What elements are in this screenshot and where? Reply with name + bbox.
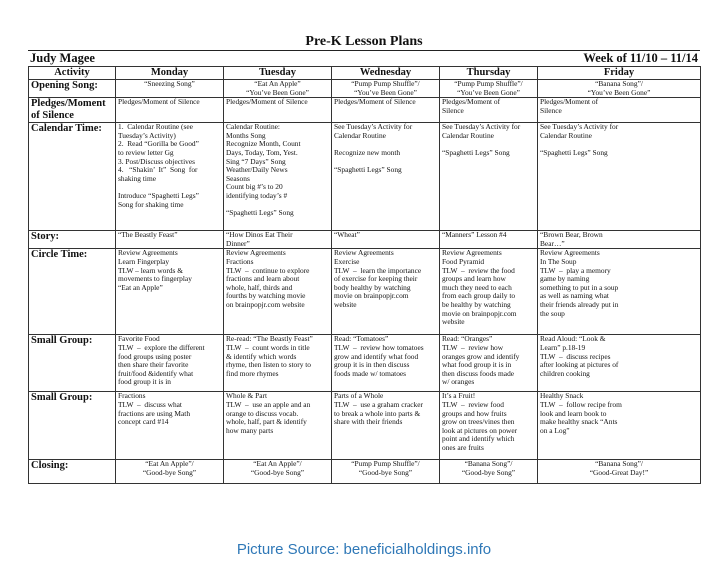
cell-line: after looking at pictures of: [540, 360, 619, 370]
cell-line: fractions are using Math: [118, 408, 191, 418]
cell-line: groups and learn how: [442, 274, 506, 284]
cell-line: & identify which words: [226, 351, 297, 361]
cell-line: “You’ve Been Gone”: [457, 87, 520, 97]
schedule-cell: [116, 231, 224, 249]
cell-line: TLW – review how tomatoes: [334, 342, 424, 352]
cell-line: “Spaghetti Legs” Song: [442, 147, 510, 157]
schedule-cell: [116, 460, 224, 484]
cell-line: “Good-bye Song”: [250, 467, 305, 477]
cell-line: something to put in a soup: [540, 282, 619, 292]
cell-line: “Banana Song”/: [595, 79, 643, 88]
schedule-cell: [224, 460, 332, 484]
schedule-cell: [440, 335, 538, 392]
cell-line: “Brown Bear, Brown: [540, 230, 603, 240]
cell-line: Fractions: [226, 256, 254, 266]
cell-line: Review Agreements: [334, 248, 394, 258]
schedule-cell: [440, 98, 538, 123]
day-header-2: Tuesday: [224, 67, 332, 80]
cell-line: Tuesday’s Activity): [118, 130, 176, 140]
cell-line: game by naming: [540, 274, 590, 284]
lesson-plan-sheet: [28, 33, 700, 484]
schedule-cell: [332, 98, 440, 123]
cell-line: foods made w/ tomatoes: [334, 368, 407, 378]
cell-line: Song for shaking time: [118, 199, 184, 209]
cell-line: food group it is in: [118, 377, 171, 387]
cell-line: website: [442, 317, 465, 327]
cell-line: share with their friends: [334, 417, 403, 427]
cell-line: fractions and learn about: [226, 274, 300, 284]
day-header-4: Thursday: [440, 67, 538, 80]
cell-line: Exercise: [334, 256, 360, 266]
cell-line: Review Agreements: [442, 248, 502, 258]
cell-line: point and identify which: [442, 434, 515, 444]
cell-line: food groups using poster: [118, 351, 192, 361]
cell-line: whole, half, thirds and: [226, 282, 293, 292]
schedule-row: [29, 335, 701, 392]
cell-line: “Pump Pump Shuffle”/: [351, 459, 420, 469]
schedule-cell: [224, 249, 332, 335]
cell-line: then discuss foods made: [442, 368, 515, 378]
cell-line: “Manners” Lesson #4: [442, 230, 507, 240]
cell-line: TLW – follow recipe from: [540, 399, 622, 409]
cell-line: Healthy Snack: [540, 391, 584, 401]
schedule-cell: [224, 231, 332, 249]
cell-line: Review Agreements: [118, 248, 178, 258]
cell-line: “Good-bye Song”: [142, 467, 197, 477]
day-header-row: [29, 67, 701, 80]
cell-line: “You’ve Been Gone”: [246, 87, 309, 97]
cell-line: “Sneezing Song”: [144, 79, 195, 88]
row-label: Calendar Time:: [29, 123, 116, 231]
cell-line: “Eat An Apple”: [254, 79, 301, 88]
schedule-cell: [440, 123, 538, 231]
cell-line: TLW – learn the importance: [334, 265, 422, 275]
cell-line: Weather/Daily News: [226, 165, 288, 175]
day-header-5: Friday: [538, 67, 701, 80]
cell-line: Review Agreements: [540, 248, 600, 258]
cell-line: body healthy by watching: [334, 282, 411, 292]
cell-line: TLW – review food: [442, 399, 504, 409]
cell-line: “How Dinos Eat Their: [226, 230, 293, 240]
schedule-cell: [224, 123, 332, 231]
cell-line: look at pictures on power: [442, 425, 518, 435]
cell-line: “Spaghetti Legs” Song: [540, 147, 608, 157]
cell-line: Months Song: [226, 130, 266, 140]
cell-line: movements to fingerplay: [118, 274, 192, 284]
cell-line: website: [334, 299, 357, 309]
cell-line: what food group it is in: [442, 360, 512, 370]
schedule-row: [29, 231, 701, 249]
row-label: Small Group:: [29, 392, 116, 460]
cell-line: on brainpopjr.com website: [226, 299, 305, 309]
cell-line: Count big #’s to 20: [226, 182, 283, 192]
row-label: Opening Song:: [29, 80, 116, 98]
schedule-row: [29, 460, 701, 484]
schedule-cell: [440, 460, 538, 484]
cell-line: whole, half, part & identify: [226, 417, 307, 427]
cell-line: TLW – use an apple and an: [226, 399, 311, 409]
cell-line: Bear…”: [540, 238, 565, 248]
schedule-cell: [538, 98, 701, 123]
cell-line: In The Soup: [540, 256, 577, 266]
schedule-row: [29, 249, 701, 335]
cell-line: “Good-Great Day!”: [589, 467, 649, 477]
schedule-cell: [538, 249, 701, 335]
cell-line: groups and how fruits: [442, 408, 507, 418]
schedule-cell: [116, 249, 224, 335]
cell-line: on a Log”: [540, 425, 570, 435]
cell-line: Calendar Routine: [540, 130, 592, 140]
cell-line: TLW – review the food: [442, 265, 515, 275]
cell-line: “Banana Song”/: [464, 459, 513, 469]
cell-line: Calendar Routine:: [226, 122, 280, 132]
schedule-cell: [538, 231, 701, 249]
cell-line: “Good-bye Song”: [461, 467, 516, 477]
cell-line: See Tuesday’s Activity for: [334, 122, 413, 132]
cell-line: “Spaghetti Legs” Song: [334, 165, 402, 175]
cell-line: See Tuesday’s Activity for: [442, 122, 521, 132]
schedule-cell: [332, 392, 440, 460]
cell-line: Sing “7 Days” Song: [226, 156, 286, 166]
cell-line: “Good-bye Song”: [358, 467, 413, 477]
day-header-1: Monday: [116, 67, 224, 80]
cell-line: 2. Read “Gorilla be Good”: [118, 139, 199, 149]
cell-line: fruit/food &identify what: [118, 368, 194, 378]
cell-line: orange to discuss vocab.: [226, 408, 299, 418]
schedule-cell: [332, 123, 440, 231]
schedule-cell: [116, 98, 224, 123]
cell-line: Pledges/Moment of Silence: [334, 97, 416, 107]
schedule-cell: [224, 335, 332, 392]
cell-line: TLW – count words in title: [226, 342, 310, 352]
cell-line: Pledges/Moment of: [442, 97, 501, 107]
schedule-cell: [332, 231, 440, 249]
schedule-cell: [332, 80, 440, 98]
page-title: Pre-K Lesson Plans: [305, 34, 423, 49]
schedule-cell: [538, 123, 701, 231]
schedule-cell: [332, 249, 440, 335]
cell-line: Re-read: “The Beastly Feast”: [226, 334, 313, 344]
cell-line: grow and identify what food: [334, 351, 419, 361]
cell-line: “Eat An Apple”/: [253, 459, 302, 469]
cell-line: their friends already put in: [540, 299, 619, 309]
row-label: Pledges/Moment of Silence: [29, 98, 116, 123]
cell-line: Silence: [442, 105, 464, 115]
cell-line: rhyme, then listen to story to: [226, 360, 311, 370]
cell-line: as well as naming what: [540, 291, 609, 301]
schedule-cell: [440, 80, 538, 98]
cell-line: See Tuesday’s Activity for: [540, 122, 619, 132]
cell-line: oranges grow and identify: [442, 351, 520, 361]
schedule-cell: [116, 123, 224, 231]
cell-line: to break a whole into parts &: [334, 408, 421, 418]
cell-line: the soup: [540, 308, 565, 318]
cell-line: fourths by watching movie: [226, 291, 306, 301]
cell-line: “You’ve Been Gone”: [587, 87, 651, 97]
cell-line: “Spaghetti Legs” Song: [226, 208, 294, 218]
cell-line: shaking time: [118, 173, 156, 183]
cell-line: Food Pyramid: [442, 256, 485, 266]
cell-line: Pledges/Moment of Silence: [118, 97, 200, 107]
row-label: Circle Time:: [29, 249, 116, 335]
cell-line: TLW – play a memory: [540, 265, 611, 275]
cell-line: TLW – explore the different: [118, 342, 205, 352]
week-label: Week of 11/10 – 11/14: [583, 51, 698, 65]
cell-line: then share their favorite: [118, 360, 189, 370]
cell-line: TLW – use a graham cracker: [334, 399, 423, 409]
schedule-cell: [538, 392, 701, 460]
cell-line: “Wheat”: [334, 230, 360, 240]
schedule-row: [29, 80, 701, 98]
cell-line: “You’ve Been Gone”: [354, 87, 417, 97]
cell-line: movie on brainpopjr.com: [442, 308, 517, 318]
cell-line: “Eat an Apple”: [118, 282, 163, 292]
cell-line: Read: “Tomatoes”: [334, 334, 389, 344]
cell-line: Dinner”: [226, 238, 250, 248]
cell-line: Recognize new month: [334, 147, 401, 157]
cell-line: Days, Today, Tom, Yest.: [226, 147, 298, 157]
cell-line: “Eat An Apple”/: [145, 459, 194, 469]
schedule-cell: [224, 80, 332, 98]
cell-line: identifying today’s #: [226, 190, 288, 200]
cell-line: much they need to each: [442, 282, 512, 292]
cell-line: It’s a Fruit!: [442, 391, 476, 401]
cell-line: 4. “Shakin’ It” Song for: [118, 165, 198, 175]
header-row: [28, 50, 700, 66]
cell-line: look and learn book to: [540, 408, 607, 418]
schedule-row: [29, 98, 701, 123]
cell-line: Introduce “Spaghetti Legs”: [118, 190, 199, 200]
schedule-cell: [538, 335, 701, 392]
lesson-table: [28, 66, 701, 484]
schedule-cell: [116, 392, 224, 460]
cell-line: Calendar Routine: [442, 130, 494, 140]
schedule-cell: [332, 335, 440, 392]
schedule-cell: [440, 249, 538, 335]
cell-line: find more rhymes: [226, 368, 279, 378]
cell-line: of exercise for keeping their: [334, 274, 418, 284]
cell-line: ones are fruits: [442, 442, 484, 452]
schedule-cell: [538, 80, 701, 98]
teacher-name: Judy Magee: [30, 51, 95, 65]
cell-line: Silence: [540, 105, 562, 115]
day-header-3: Wednesday: [332, 67, 440, 80]
picture-source-caption: Picture Source: beneficialholdings.info: [236, 541, 492, 558]
row-label: Story:: [29, 231, 116, 249]
schedule-cell: [224, 98, 332, 123]
cell-line: Learn” p.18-19: [540, 342, 586, 352]
cell-line: Learn Fingerplay: [118, 256, 170, 266]
cell-line: Recognize Month, Count: [226, 139, 301, 149]
cell-line: be healthy by watching: [442, 299, 511, 309]
cell-line: TLW – continue to explore: [226, 265, 310, 275]
schedule-cell: [440, 231, 538, 249]
cell-line: how many parts: [226, 425, 274, 435]
cell-line: children cooking: [540, 368, 590, 378]
cell-line: TLW – discuss recipes: [540, 351, 611, 361]
cell-line: Whole & Part: [226, 391, 268, 401]
cell-line: “Banana Song”/: [595, 459, 643, 469]
cell-line: Calendar Routine: [334, 130, 386, 140]
schedule-row: [29, 392, 701, 460]
cell-line: grow on trees/vines then: [442, 417, 515, 427]
schedule-row: [29, 123, 701, 231]
schedule-cell: [332, 460, 440, 484]
cell-line: Review Agreements: [226, 248, 286, 258]
cell-line: “Pump Pump Shuffle”/: [454, 79, 523, 88]
schedule-cell: [116, 335, 224, 392]
cell-line: Fractions: [118, 391, 146, 401]
cell-line: Read Aloud: “Look &: [540, 334, 606, 344]
cell-line: “Pump Pump Shuffle”/: [351, 79, 420, 88]
schedule-cell: [116, 80, 224, 98]
cell-line: TLW – review how: [442, 342, 504, 352]
cell-line: from each group daily to: [442, 291, 516, 301]
cell-line: Read: “Oranges”: [442, 334, 493, 344]
cell-line: concept card #14: [118, 417, 169, 427]
cell-line: “The Beastly Feast”: [118, 230, 178, 240]
schedule-cell: [224, 392, 332, 460]
schedule-cell: [538, 460, 701, 484]
cell-line: Favorite Food: [118, 334, 160, 344]
row-label: Small Group:: [29, 335, 116, 392]
cell-line: Seasons: [226, 173, 250, 183]
cell-line: 1. Calendar Routine (see: [118, 122, 193, 132]
row-label: Closing:: [29, 460, 116, 484]
cell-line: make healthy snack “Ants: [540, 417, 618, 427]
cell-line: movie on brainpopjr.com: [334, 291, 409, 301]
cell-line: Pledges/Moment of Silence: [226, 97, 308, 107]
cell-line: 3. Post/Discuss objectives: [118, 156, 195, 166]
cell-line: TLW – learn words &: [118, 265, 183, 275]
schedule-cell: [440, 392, 538, 460]
day-header-0: Activity: [29, 67, 116, 80]
cell-line: TLW – discuss what: [118, 399, 182, 409]
cell-line: group it is in then discuss: [334, 360, 410, 370]
cell-line: Pledges/Moment of: [540, 97, 599, 107]
cell-line: to review letter Gg: [118, 147, 174, 157]
cell-line: Parts of a Whole: [334, 391, 384, 401]
cell-line: w/ oranges: [442, 377, 475, 387]
